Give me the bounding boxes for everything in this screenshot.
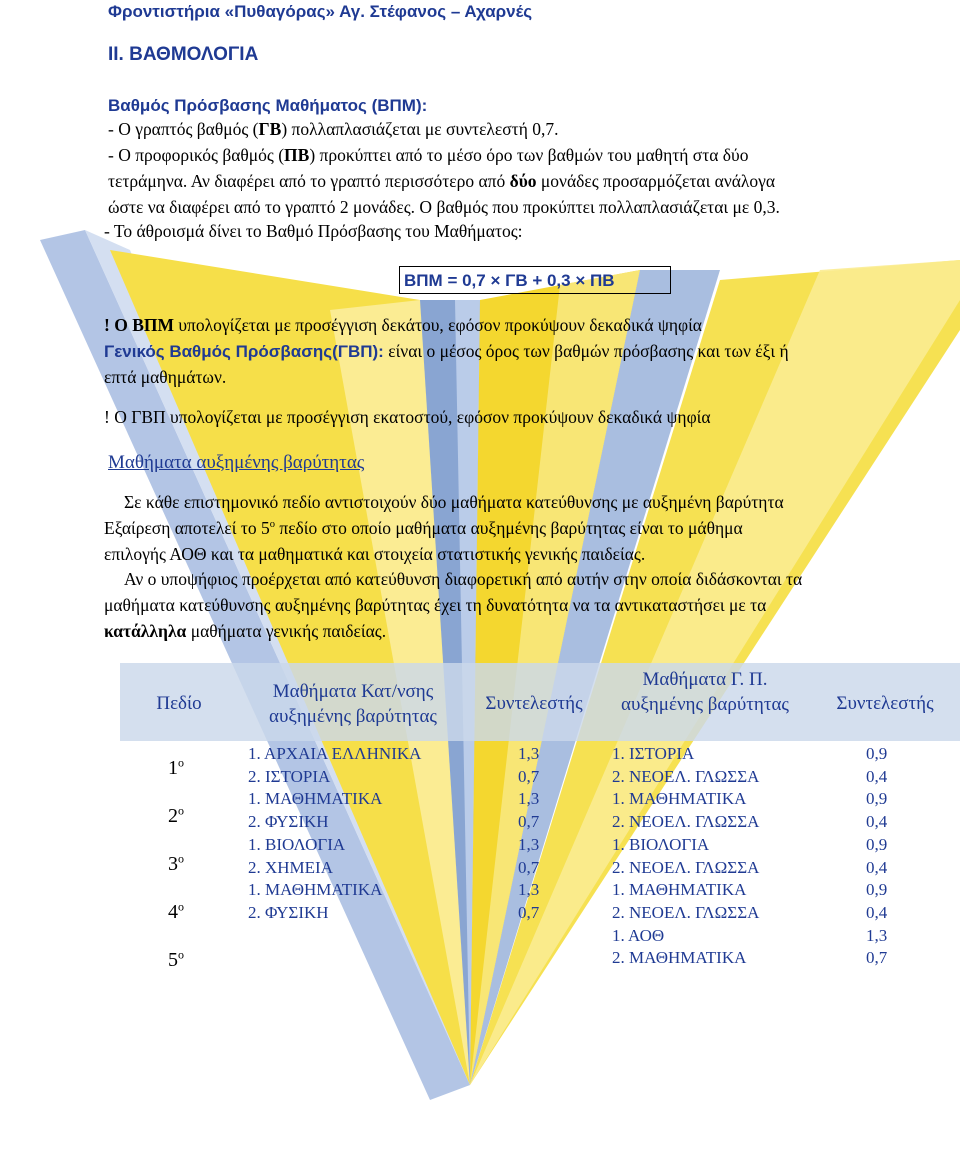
general-coeff: 0,4: [866, 766, 888, 786]
general-coeff: 0,9: [866, 744, 888, 763]
direction-course: 1. ΑΡΧΑΙΑ ΕΛΛΗΝΙΚΑ: [248, 744, 422, 763]
th-general-courses: Μαθήματα Γ. Π. αυξημένης βαρύτητας: [621, 669, 789, 715]
vpm-line-3: τετράμηνα. Αν διαφέρει από το γραπτό περισσότερο από δύο μονάδες προσαρμόζεται ανάλογα: [108, 171, 776, 191]
gvp-line-2: επτά μαθημάτων.: [104, 367, 227, 387]
general-course: 1. ΜΑΘΗΜΑΤΙΚΑ: [612, 880, 747, 900]
direction-coeff: 1,3: [518, 744, 540, 763]
general-course: 1. ΒΙΟΛΟΓΙΑ: [612, 834, 710, 854]
general-coeff: 0,4: [866, 857, 888, 877]
general-coeff: 0,4: [866, 902, 888, 922]
th-direction-coeff: Συντελεστής: [485, 693, 583, 714]
general-course: 1. ΙΣΤΟΡΙΑ: [612, 744, 695, 763]
direction-course: 1. ΒΙΟΛΟΓΙΑ: [248, 834, 346, 854]
direction-courses-column: [248, 743, 421, 925]
vpm-line-4: ώστε να διαφέρει από το γραπτό 2 μονάδες. Ο βαθμός που προκύπτει πολλαπλασιάζεται με 0,3.: [108, 197, 780, 217]
paragraph-2-line-3: κατάλληλα μαθήματα γενικής παιδείας.: [104, 621, 387, 641]
direction-course: 1. ΜΑΘΗΜΑΤΙΚΑ: [248, 789, 383, 809]
th-general-coeff: Συντελεστής: [836, 693, 934, 714]
th-field: Πεδίο: [156, 693, 202, 714]
vpm-line-5: - Το άθροισμά δίνει το Βαθμό Πρόσβασης του Μαθήματος:: [104, 221, 523, 241]
direction-coeff: 0,7: [518, 857, 540, 877]
vpm-line-1: - Ο γραπτός βαθμός (ΓΒ) πολλαπλασιάζεται με συντελεστή 0,7.: [108, 119, 559, 139]
section-title: ΙΙ. ΒΑΘΜΟΛΟΓΙΑ: [108, 44, 259, 65]
direction-coeff-column: [518, 743, 539, 925]
general-coeff: 1,3: [866, 925, 888, 945]
gvp-line-1: Γενικός Βαθμός Πρόσβασης(ΓΒΠ): είναι ο μέσος όρος των βαθμών πρόσβασης και των έξι ή: [104, 341, 789, 361]
note-gvp-rounding: ! Ο ΓΒΠ υπολογίζεται με προσέγγιση εκατοστού, εφόσον προκύψουν δεκαδικά ψηφία: [104, 407, 711, 427]
general-courses-column: [612, 743, 759, 970]
field-1: $1^o$: [168, 755, 184, 779]
paragraph-2-line-1: Αν ο υποψήφιος προέρχεται από κατεύθυνση διαφορετική από αυτήν στην οποία διδάσκονται τα: [124, 569, 803, 589]
field-3: $3^o$: [168, 851, 184, 875]
direction-course: 2. ΦΥΣΙΚΗ: [248, 812, 329, 832]
paragraph-1-line-1: Σε κάθε επιστημονικό πεδίο αντιστοιχούν δύο μαθήματα κατεύθυνσης με αυξημένη βαρύτητα: [124, 492, 784, 512]
general-course: 1. ΜΑΘΗΜΑΤΙΚΑ: [612, 789, 747, 809]
general-coeff: 0,4: [866, 812, 888, 832]
field-column: [168, 744, 184, 984]
vpm-formula: ΒΠΜ = 0,7 × ΓΒ + 0,3 × ΠΒ: [399, 266, 671, 294]
direction-coeff: 0,7: [518, 902, 540, 922]
general-course: 1. ΑΟΘ: [612, 925, 665, 945]
paragraph-1-line-2: Εξαίρεση αποτελεί το $5^o$ πεδίο στο οποίο μαθήματα αυξημένης βαρύτητας είναι το μάθημα: [104, 518, 743, 538]
paragraph-1-line-3: επιλογής ΑΟΘ και τα μαθηματικά και στοιχεία στατιστικής γενικής παιδείας.: [104, 544, 646, 564]
direction-coeff: 1,3: [518, 834, 540, 854]
page-header: Φροντιστήρια «Πυθαγόρας» Αγ. Στέφανος – Αχαρνές: [108, 2, 533, 21]
general-coeff-column: [866, 743, 887, 970]
vpm-heading: Βαθμός Πρόσβασης Μαθήματος (ΒΠΜ):: [108, 96, 428, 115]
general-course: 2. ΜΑΘΗΜΑΤΙΚΑ: [612, 948, 747, 968]
direction-coeff: 1,3: [518, 789, 540, 809]
general-course: 2. ΝΕΟΕΛ. ΓΛΩΣΣΑ: [612, 812, 760, 832]
general-course: 2. ΝΕΟΕΛ. ΓΛΩΣΣΑ: [612, 766, 760, 786]
th-direction-courses: Μαθήματα Κατ/νσης αυξημένης βαρύτητας: [269, 681, 437, 727]
direction-course: 2. ΦΥΣΙΚΗ: [248, 902, 329, 922]
direction-coeff: 0,7: [518, 766, 540, 786]
direction-coeff: 1,3: [518, 880, 540, 900]
field-4: $4^o$: [168, 899, 184, 923]
general-coeff: 0,7: [866, 948, 888, 968]
vpm-line-2: - Ο προφορικός βαθμός (ΠΒ) προκύπτει από το μέσο όρο των βαθμών του μαθητή στα δύο: [108, 145, 749, 165]
direction-course: 2. ΙΣΤΟΡΙΑ: [248, 766, 331, 786]
gvp-heading: Γενικός Βαθμός Πρόσβασης(ΓΒΠ):: [104, 342, 384, 361]
general-course: 2. ΝΕΟΕΛ. ΓΛΩΣΣΑ: [612, 857, 760, 877]
general-coeff: 0,9: [866, 789, 888, 809]
direction-coeff: 0,7: [518, 812, 540, 832]
general-course: 2. ΝΕΟΕΛ. ΓΛΩΣΣΑ: [612, 902, 760, 922]
note-vpm-rounding: ! Ο ΒΠΜ υπολογίζεται με προσέγγιση δεκάτου, εφόσον προκύψουν δεκαδικά ψηφία: [104, 315, 702, 335]
paragraph-2-line-2: μαθήματα κατεύθυνσης αυξημένης βαρύτητας έχει τη δυνατότητα να τα αντικαταστήσει με τα: [104, 595, 767, 615]
direction-course: 2. ΧΗΜΕΙΑ: [248, 857, 333, 877]
direction-course: 1. ΜΑΘΗΜΑΤΙΚΑ: [248, 880, 383, 900]
weighted-courses-title: Μαθήματα αυξημένης βαρύτητας: [108, 452, 365, 473]
field-5: $5^o$: [168, 947, 184, 971]
general-coeff: 0,9: [866, 880, 888, 900]
general-coeff: 0,9: [866, 834, 888, 854]
field-2: $2^o$: [168, 803, 184, 827]
